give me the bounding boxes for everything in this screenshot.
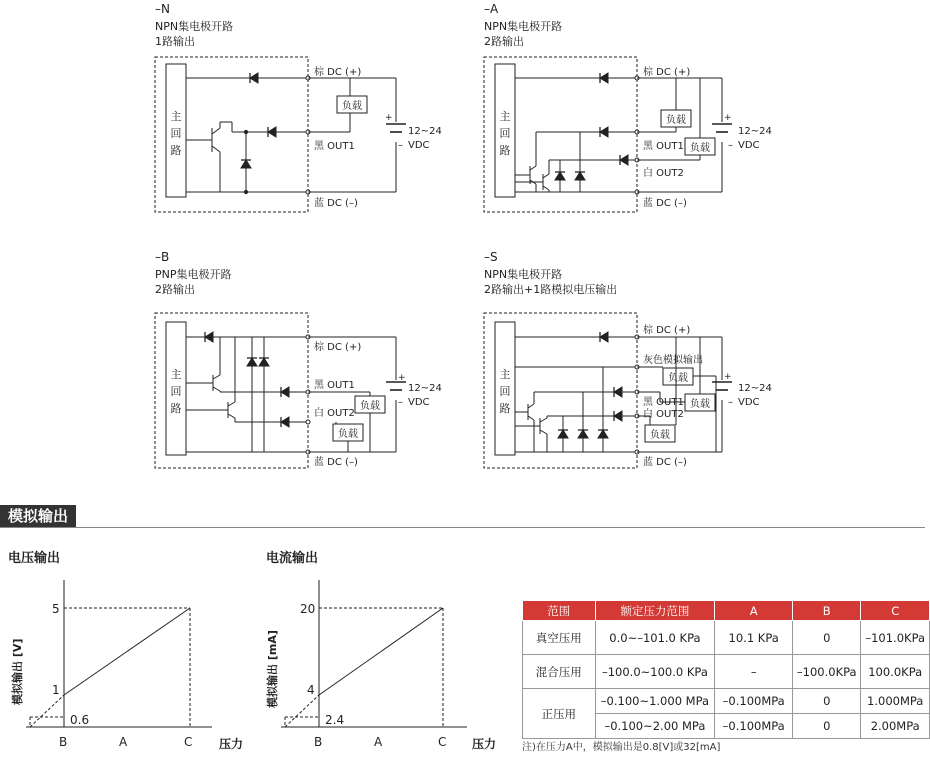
current-xtick-a: A — [374, 735, 383, 749]
table-row — [523, 655, 930, 689]
n-plus: + — [385, 113, 393, 123]
b-out2-label: 白 OUT2 — [314, 408, 355, 419]
b-blue-label: 蓝 DC (–) — [314, 457, 358, 468]
s-brown-label: 棕 DC (+) — [643, 325, 691, 336]
voltage-xtick-c: C — [184, 735, 193, 749]
s-plus: + — [724, 372, 732, 382]
circuit-s-code: –S — [484, 250, 498, 264]
row-range: 0.0~–101.0 KPa — [595, 621, 715, 655]
n-blue-label: 蓝 DC (–) — [314, 198, 358, 209]
row-range: –0.100~2.00 MPa — [595, 714, 715, 739]
circuit-b — [155, 250, 442, 468]
circuit-b-outputs: 2路输出 — [155, 283, 195, 296]
row-b: 0 — [793, 714, 861, 739]
row-range: –100.0~100.0 KPa — [595, 655, 715, 689]
s-minus: – — [728, 397, 733, 408]
row-c: 100.0KPa — [861, 655, 930, 689]
row-name: 正压用 — [523, 689, 596, 739]
row-b: 0 — [793, 621, 861, 655]
voltage-xtick-a: A — [119, 735, 128, 749]
row-name: 混合压用 — [523, 655, 596, 689]
voltage-graph — [8, 550, 243, 751]
current-offset: 2.4 — [325, 713, 345, 727]
n-load-label: 负载 — [342, 101, 362, 112]
current-graph-title: 电流输出 — [266, 551, 319, 566]
voltage-ytick-1: 1 — [52, 683, 60, 697]
header-rated: 额定压力范围 — [595, 601, 715, 621]
current-xlabel: 压力 — [472, 737, 497, 751]
a-plus: + — [724, 113, 732, 123]
footnote: 注)在压力A中，模拟输出是0.8[V]或32[mA] — [522, 742, 721, 753]
circuit-a — [484, 2, 772, 212]
a-load1-label: 负载 — [666, 115, 686, 126]
a-supply: 12~24 — [738, 126, 772, 137]
s-load1-label: 负载 — [668, 373, 688, 384]
row-c: 2.00MPa — [861, 714, 930, 739]
svg-text:主: 主 — [170, 110, 182, 123]
a-minus: – — [728, 140, 733, 151]
a-load2-label: 负载 — [690, 143, 710, 154]
table-header-row — [523, 601, 930, 621]
a-out1-label: 黑 OUT1 — [643, 141, 684, 152]
svg-text:主: 主 — [499, 110, 511, 123]
circuit-a-code: –A — [484, 2, 499, 16]
voltage-xtick-b: B — [59, 735, 68, 749]
row-name: 真空压用 — [523, 621, 596, 655]
voltage-xlabel: 压力 — [219, 737, 244, 751]
s-out2-label: 白 OUT2 — [643, 409, 684, 420]
a-brown-label: 棕 DC (+) — [643, 67, 691, 78]
s-out1-label: 黑 OUT1 — [643, 397, 684, 408]
circuit-n-type: NPN集电极开路 — [155, 20, 234, 33]
n-vdc: VDC — [408, 140, 430, 151]
svg-text:路: 路 — [170, 144, 182, 157]
b-brown-label: 棕 DC (+) — [314, 342, 362, 353]
voltage-ytick-5: 5 — [52, 602, 60, 616]
svg-text:主: 主 — [170, 368, 182, 381]
s-load3-label: 负载 — [650, 430, 670, 441]
current-ytick-20: 20 — [300, 602, 316, 616]
voltage-ylabel: 模拟输出 [V] — [11, 638, 24, 705]
b-minus: – — [398, 397, 403, 408]
header-range: 范围 — [523, 601, 596, 621]
row-a: –0.100MPa — [715, 714, 793, 739]
header-c: C — [861, 601, 930, 621]
section-title: 模拟输出 — [0, 505, 76, 527]
a-out2-label: 白 OUT2 — [643, 168, 684, 179]
circuit-a-outputs: 2路输出 — [484, 35, 524, 48]
pressure-range-table — [522, 600, 930, 739]
n-supply: 12~24 — [408, 126, 442, 137]
a-vdc: VDC — [738, 140, 760, 151]
circuit-n-code: –N — [155, 2, 170, 16]
n-minus: – — [398, 140, 403, 151]
s-load2-label: 负载 — [690, 399, 710, 410]
row-b: 0 — [793, 689, 861, 714]
table-row — [523, 689, 930, 714]
header-a: A — [715, 601, 793, 621]
current-graph — [265, 550, 496, 751]
svg-text:回: 回 — [499, 127, 511, 140]
row-range: –0.100~1.000 MPa — [595, 689, 715, 714]
svg-text:路: 路 — [499, 402, 511, 415]
a-blue-label: 蓝 DC (–) — [643, 198, 687, 209]
table-row — [523, 621, 930, 655]
b-supply: 12~24 — [408, 383, 442, 394]
n-brown-label: 棕 DC (+) — [314, 67, 362, 78]
svg-text:回: 回 — [170, 127, 182, 140]
b-out1-label: 黑 OUT1 — [314, 380, 355, 391]
row-c: –101.0KPa — [861, 621, 930, 655]
row-b: –100.0KPa — [793, 655, 861, 689]
circuit-n-outputs: 1路输出 — [155, 35, 195, 48]
section-divider — [0, 527, 925, 528]
current-ylabel: 模拟输出 [mA] — [266, 630, 279, 708]
circuit-a-type: NPN集电极开路 — [484, 20, 563, 33]
svg-text:路: 路 — [170, 402, 182, 415]
current-ytick-4: 4 — [307, 683, 315, 697]
circuit-b-type: PNP集电极开路 — [155, 268, 232, 281]
header-b: B — [793, 601, 861, 621]
s-analog-label: 灰色模拟输出 — [643, 355, 703, 366]
voltage-graph-title: 电压输出 — [8, 551, 61, 566]
circuit-b-code: –B — [155, 250, 170, 264]
circuit-n — [155, 2, 442, 212]
svg-text:回: 回 — [499, 385, 511, 398]
b-vdc: VDC — [408, 397, 430, 408]
row-c: 1.000MPa — [861, 689, 930, 714]
circuit-s-type: NPN集电极开路 — [484, 268, 563, 281]
svg-text:主: 主 — [499, 368, 511, 381]
svg-text:路: 路 — [499, 144, 511, 157]
current-line — [319, 608, 443, 695]
circuit-s-outputs: 2路输出+1路模拟电压输出 — [484, 283, 618, 296]
n-out1-label: 黑 OUT1 — [314, 141, 355, 152]
s-blue-label: 蓝 DC (–) — [643, 457, 687, 468]
s-supply: 12~24 — [738, 383, 772, 394]
current-xtick-c: C — [438, 735, 447, 749]
b-load2-label: 负载 — [338, 429, 358, 440]
circuit-s — [484, 250, 772, 468]
row-a: –0.100MPa — [715, 689, 793, 714]
s-vdc: VDC — [738, 397, 760, 408]
voltage-offset: 0.6 — [70, 713, 90, 727]
voltage-line — [64, 608, 190, 695]
current-xtick-b: B — [314, 735, 323, 749]
b-plus: + — [398, 373, 406, 383]
b-load1-label: 负载 — [360, 401, 380, 412]
row-a: 10.1 KPa — [715, 621, 793, 655]
row-a: – — [715, 655, 793, 689]
svg-text:回: 回 — [170, 385, 182, 398]
